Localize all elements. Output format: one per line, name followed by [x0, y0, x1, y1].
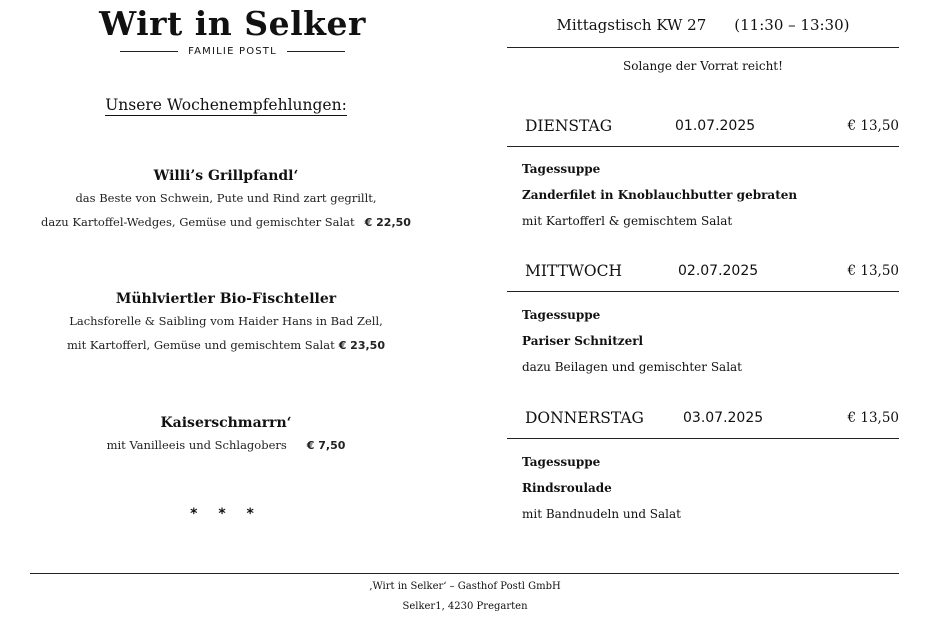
day-name: DIENSTAG	[525, 117, 613, 135]
lunch-title: Mittagstisch KW 27	[556, 16, 707, 34]
dish-description: mit Vanilleeis und Schlagobers € 7,50	[106, 438, 346, 452]
day-menu-mittwoch	[522, 302, 892, 380]
recommendations-title: Unsere Wochenempfehlungen:	[105, 96, 347, 114]
dish-description: dazu Kartoffel-Wedges, Gemüse und gemischter Salat € 22,50	[41, 215, 411, 229]
menu-main: Rindsroulade	[522, 481, 612, 495]
section-separator: * * *	[190, 506, 262, 522]
day-date: 03.07.2025	[683, 410, 764, 426]
brand-tagline: FAMILIE POSTL	[188, 46, 277, 57]
dish-description: Lachsforelle & Saibling vom Haider Hans in Bad Zell,	[69, 314, 383, 328]
brand-logo	[0, 2, 465, 57]
dish-kaiserschmarrn	[0, 413, 452, 458]
dish-fischteller	[0, 289, 452, 358]
dish-price: € 22,50	[364, 216, 411, 229]
day-header-donnerstag	[525, 407, 899, 429]
day-date: 02.07.2025	[678, 263, 759, 279]
dish-price: € 7,50	[306, 439, 346, 452]
dish-price: € 23,50	[338, 339, 385, 352]
day-date: 01.07.2025	[675, 118, 756, 134]
brand-tagline-row	[0, 46, 465, 57]
weekly-recommendations-column	[0, 0, 465, 560]
day-name: MITTWOCH	[525, 262, 622, 280]
day-menu-donnerstag	[522, 449, 892, 527]
menu-soup: Tagessuppe	[522, 455, 601, 469]
footer	[0, 577, 930, 617]
brand-name: Wirt in Selker	[99, 4, 366, 43]
footer-divider	[30, 573, 899, 574]
menu-soup: Tagessuppe	[522, 308, 601, 322]
header-divider	[507, 47, 899, 48]
menu-main: Pariser Schnitzerl	[522, 334, 644, 348]
lunch-hours: (11:30 – 13:30)	[734, 16, 850, 34]
day-menu-dienstag	[522, 156, 892, 234]
dish-description: mit Kartofferl, Gemüse und gemischtem Salat € 23,50	[67, 338, 385, 352]
menu-side: mit Kartofferl & gemischtem Salat	[522, 214, 733, 228]
day-divider	[507, 291, 899, 292]
dish-name: Mühlviertler Bio-Fischteller	[115, 291, 337, 307]
availability-note: Solange der Vorrat reicht!	[623, 59, 783, 73]
day-price: € 13,50	[847, 263, 899, 279]
menu-main: Zanderfilet in Knoblauchbutter gebraten	[522, 188, 798, 202]
lunch-header	[507, 16, 899, 34]
footer-address: Selker1, 4230 Pregarten	[402, 601, 528, 612]
tagline-rule-left	[120, 51, 178, 52]
dish-grillpfandl	[0, 166, 452, 235]
day-divider	[507, 146, 899, 147]
menu-soup: Tagessuppe	[522, 162, 601, 176]
dish-name: Kaiserschmarrn‘	[160, 415, 292, 431]
footer-company: ‚Wirt in Selker‘ – Gasthof Postl GmbH	[369, 581, 561, 592]
day-header-dienstag	[525, 115, 899, 137]
menu-side: mit Bandnudeln und Salat	[522, 507, 681, 521]
dish-description: das Beste von Schwein, Pute und Rind zart gegrillt,	[75, 191, 377, 205]
day-name: DONNERSTAG	[525, 409, 644, 427]
tagline-rule-right	[287, 51, 345, 52]
dish-name: Willi’s Grillpfandl‘	[153, 168, 299, 184]
day-price: € 13,50	[847, 118, 899, 134]
day-divider	[507, 438, 899, 439]
day-price: € 13,50	[847, 410, 899, 426]
day-header-mittwoch	[525, 260, 899, 282]
menu-side: dazu Beilagen und gemischter Salat	[522, 360, 743, 374]
lunch-menu-column	[507, 0, 899, 560]
